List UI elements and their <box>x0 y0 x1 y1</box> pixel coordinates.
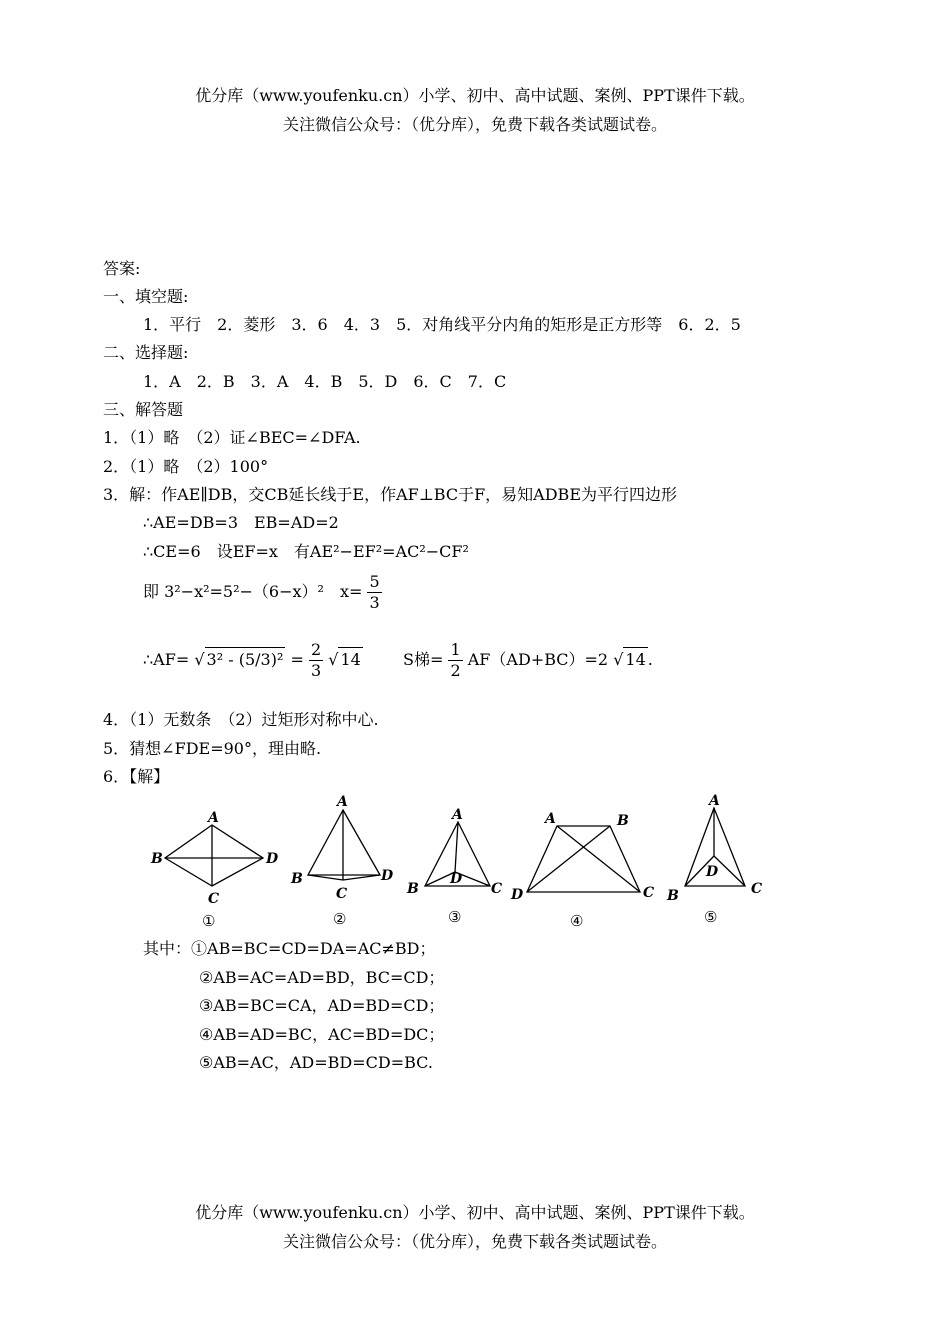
fig2-label-a: A <box>337 794 348 810</box>
af-prefix: ∴AF= <box>143 650 190 669</box>
condition-3: ③AB=BC=CA，AD=BD=CD； <box>199 996 445 1015</box>
condition-1: ①AB=BC=CD=DA=AC≠BD； <box>191 939 436 958</box>
fig3-label-d: D <box>450 871 463 887</box>
footer-line-2: 关注微信公众号：（优分库），免费下载各类试题试卷。 <box>282 1232 667 1251</box>
fig5-label-d: D <box>706 864 719 880</box>
figure-1-number: ① <box>202 912 216 930</box>
fig2-label-c: C <box>336 886 348 902</box>
answer-q3-line3 <box>143 572 382 613</box>
fig2-label-b: B <box>291 871 303 887</box>
figure-2-tetra <box>288 790 398 900</box>
fig5-label-b: B <box>667 888 679 904</box>
fig4-label-b: B <box>617 813 629 829</box>
answer-q2: 2．（1）略 （2）100° <box>103 457 269 476</box>
fig5-label-a: A <box>709 793 720 809</box>
figure-4-number: ④ <box>570 912 584 930</box>
af-fraction <box>309 640 323 681</box>
figure-3-number: ③ <box>448 908 462 926</box>
fig4-label-d: D <box>511 887 524 903</box>
fig3-label-c: C <box>491 881 503 897</box>
area-numerator: 1 <box>450 640 461 659</box>
fig2-label-d: D <box>381 868 394 884</box>
fig1-label-a: A <box>208 810 219 826</box>
x-numerator: 5 <box>369 572 380 591</box>
x-fraction <box>367 572 381 613</box>
answer-q3-intro: 3．解：作AE∥DB，交CB延长线于E，作AF⊥BC于F，易知ADBE为平行四边形 <box>103 485 677 504</box>
answer-q3-line4 <box>143 640 653 681</box>
answer-q3-line1: ∴AE=DB=3 EB=AD=2 <box>143 513 339 532</box>
answers-title: 答案: <box>103 259 141 278</box>
area-denominator: 2 <box>450 661 461 680</box>
af-equals: = <box>290 650 304 669</box>
condition-4: ④AB=AD=BC，AC=BD=DC； <box>199 1025 445 1044</box>
area-middle: AF（AD+BC）=2 <box>467 650 609 669</box>
fig3-label-a: A <box>452 807 463 823</box>
af-sqrt-value: 14 <box>338 647 362 672</box>
header-line-2: 关注微信公众号：（优分库），免费下载各类试题试卷。 <box>282 115 667 134</box>
condition-5: ⑤AB=AC，AD=BD=CD=BC. <box>199 1053 433 1072</box>
footer-line-1: 优分库（www.youfenku.cn）小学、初中、高中试题、案例、PPT课件下载。 <box>195 1203 755 1222</box>
section-choice-title: 二、选择题: <box>103 343 189 362</box>
fig4-label-c: C <box>643 885 655 901</box>
x-denominator: 3 <box>369 593 380 612</box>
condition-2: ②AB=AC=AD=BD，BC=CD； <box>199 968 445 987</box>
q3-line3-text: 即 3²−x²=5²−（6−x）² x= <box>143 582 363 601</box>
fig1-label-c: C <box>208 891 220 907</box>
radical-sign-icon: √ <box>328 650 339 669</box>
figure-4-trapezoid <box>505 805 665 905</box>
choice-answers: 1．A 2．B 3．A 4．B 5．D 6．C 7．C <box>143 372 507 391</box>
answer-q4: 4．（1）无数条 （2）过矩形对称中心. <box>103 710 379 729</box>
conditions-prefix: 其中： <box>143 939 192 958</box>
radical-sign-icon: √ <box>194 650 205 669</box>
header-line-1: 优分库（www.youfenku.cn）小学、初中、高中试题、案例、PPT课件下载。 <box>195 86 755 105</box>
figure-5-tetra <box>665 790 775 905</box>
fill-blank-answers: 1．平行 2．菱形 3．6 4．3 5．对角线平分内角的矩形是正方形等 6．2．5 <box>143 315 741 334</box>
fig4-label-a: A <box>545 811 556 827</box>
area-end: . <box>647 650 653 669</box>
answer-q5: 5．猜想∠FDE=90°，理由略. <box>103 739 322 758</box>
conditions-line-1 <box>143 937 436 961</box>
section-fill-blank-title: 一、填空题: <box>103 287 189 306</box>
answer-q6: 6．【解】 <box>103 767 170 786</box>
area-sqrt-value: 14 <box>623 647 647 672</box>
answer-q1: 1．（1）略 （2）证∠BEC=∠DFA. <box>103 428 361 447</box>
fig1-label-d: D <box>266 851 279 867</box>
figure-3-tetra <box>405 800 505 905</box>
af-numerator: 2 <box>310 640 322 659</box>
radical-sign-icon: √ <box>613 650 624 669</box>
area-prefix: S梯= <box>403 650 444 669</box>
answer-q3-line2: ∴CE=6 设EF=x 有AE²−EF²=AC²−CF² <box>143 542 469 561</box>
figure-1-rhombus <box>145 800 285 910</box>
fig3-label-b: B <box>407 881 419 897</box>
af-denominator: 3 <box>310 661 322 680</box>
figure-2-number: ② <box>333 910 347 928</box>
af-radicand: 3² - (5/3)² <box>205 647 286 672</box>
section-solve-title: 三、解答题 <box>103 400 184 419</box>
figure-5-number: ⑤ <box>704 908 718 926</box>
area-fraction <box>448 640 462 681</box>
fig1-label-b: B <box>151 851 163 867</box>
fig5-label-c: C <box>751 881 763 897</box>
